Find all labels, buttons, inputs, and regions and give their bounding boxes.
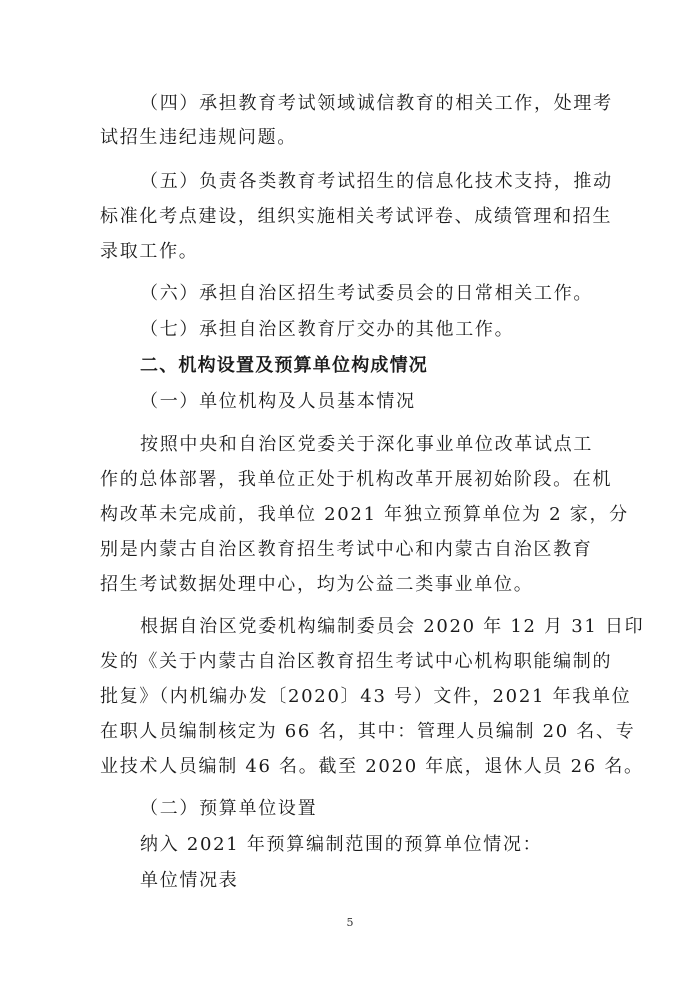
para-5-line-2: 标准化考点建设，组织实施相关考试评卷、成绩管理和招生: [100, 206, 613, 227]
page-number: 5: [346, 916, 354, 929]
para-body-2-line-1: 根据自治区党委机构编制委员会 2020 年 12 月 31 日印: [140, 616, 645, 637]
para-5-line-1: （五）负责各类教育考试招生的信息化技术支持，推动: [140, 171, 613, 192]
para-body-1-line-3: 构改革未完成前，我单位 2021 年独立预算单位为 2 家，分: [100, 504, 629, 525]
para-body-1-line-4: 别是内蒙古自治区教育招生考试中心和内蒙古自治区教育: [100, 539, 593, 560]
table-caption: 单位情况表: [140, 870, 239, 891]
para-body-2-line-2: 发的《关于内蒙古自治区教育招生考试中心机构职能编制的: [100, 651, 613, 672]
para-body-1-line-5: 招生考试数据处理中心，均为公益二类事业单位。: [100, 574, 534, 595]
section-heading: 二、机构设置及预算单位构成情况: [140, 355, 428, 376]
para-5-line-3: 录取工作。: [100, 241, 199, 262]
subsection-heading-2: （二）预算单位设置: [140, 798, 318, 819]
para-body-2-line-4: 在职人员编制核定为 66 名，其中：管理人员编制 20 名、专: [100, 721, 636, 742]
para-4-line-2: 试招生违纪违规问题。: [100, 127, 297, 148]
para-4-line-1: （四）承担教育考试领域诚信教育的相关工作，处理考: [140, 93, 613, 114]
subsection-heading-1: （一）单位机构及人员基本情况: [140, 391, 416, 412]
para-body-2-line-5: 业技术人员编制 46 名。截至 2020 年底，退休人员 26 名。: [100, 756, 644, 777]
para-6-line-1: （六）承担自治区招生考试委员会的日常相关工作。: [140, 283, 594, 304]
para-7-line-1: （七）承担自治区教育厅交办的其他工作。: [140, 319, 515, 340]
para-body-1-line-1: 按照中央和自治区党委关于深化事业单位改革试点工: [140, 434, 594, 455]
para-body-3-line-1: 纳入 2021 年预算编制范围的预算单位情况：: [140, 834, 543, 855]
para-body-1-line-2: 作的总体部署，我单位正处于机构改革开展初始阶段。在机: [100, 469, 613, 490]
para-body-2-line-3: 批复》（内机编办发〔2020〕43 号）文件，2021 年我单位: [100, 686, 632, 707]
